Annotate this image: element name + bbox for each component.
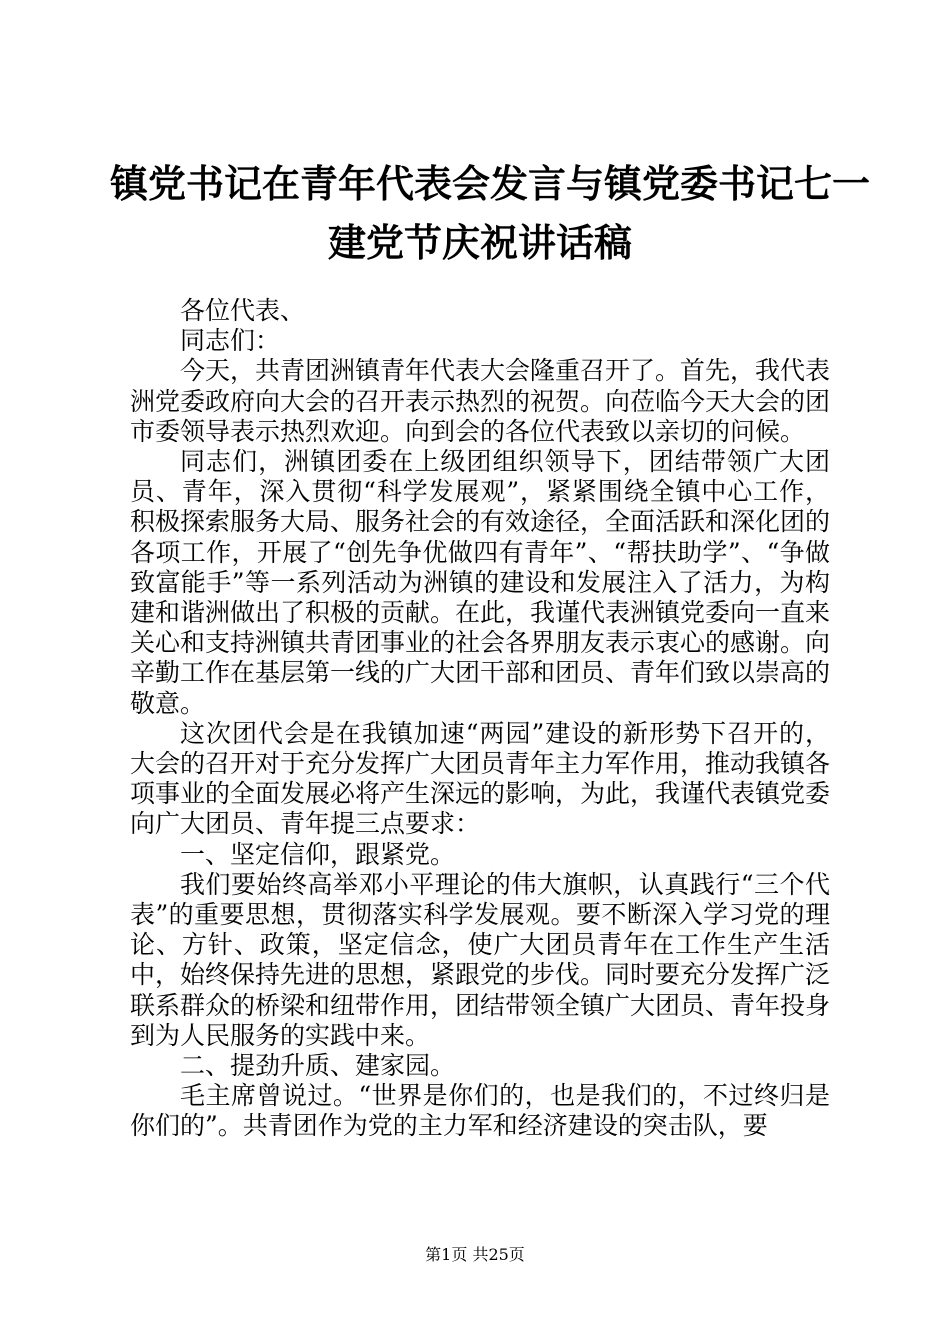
paragraph: 同志们，洲镇团委在上级团组织领导下，团结带领广大团员、青年，深入贯彻“科学发展观”，紧紧围绕全镇中心工作，积极探索服务大局、服务社会的有效途径，全面活跃和深化团的各项工作，开展了“创先争优做四有青年”、“帮扶助学”、“争做致富能手”等一系列活动为洲镇的建设和发展注入了活力，为构建和谐洲做出了积极的贡献。在此，我谨代表洲镇党委向一直来关心和支持洲镇共青团事业的社会各界朋友表示衷心的感谢。向辛勤工作在基层第一线的广大团干部和团员、青年们致以崇高的敬意。	[130, 447, 831, 718]
paragraph: 今天，共青团洲镇青年代表大会隆重召开了。首先，我代表洲党委政府向大会的召开表示热烈的祝贺。向莅临今天大会的团市委领导表示热烈欢迎。向到会的各位代表致以亲切的问候。	[130, 356, 831, 446]
paragraph: 我们要始终高举邓小平理论的伟大旗帜，认真践行“三个代表”的重要思想，贯彻落实科学发展观。要不断深入学习党的理论、方针、政策，坚定信念，使广大团员青年在工作生产生活中，始终保持先进的思想，紧跟党的步伐。同时要充分发挥广泛联系群众的桥梁和纽带作用，团结带领全镇广大团员、青年投身到为人民服务的实践中来。	[130, 869, 831, 1050]
paragraph: 各位代表、	[180, 296, 306, 325]
document-body	[130, 296, 830, 1142]
document-title-line-2: 建党节庆祝讲话稿	[327, 220, 632, 265]
document-title-line-1: 镇党书记在青年代表会发言与镇党委书记七一	[110, 161, 871, 206]
paragraph: 毛主席曾说过。“世界是你们的，也是我们的，不过终归是你们的”。共青团作为党的主力军和经济建设的突击队，要	[130, 1081, 830, 1141]
paragraph: 这次团代会是在我镇加速“两园”建设的新形势下召开的，大会的召开对于充分发挥广大团员青年主力军作用，推动我镇各项事业的全面发展必将产生深远的影响，为此，我谨代表镇党委向广大团员、青年提三点要求：	[130, 718, 831, 839]
paragraph: 二、提劲升质、建家园。	[180, 1051, 456, 1081]
paragraph: 同志们：	[180, 326, 281, 356]
paragraph: 一、坚定信仰，跟紧党。	[180, 839, 456, 869]
page-number-footer: 第1页 共25页	[425, 1245, 525, 1264]
